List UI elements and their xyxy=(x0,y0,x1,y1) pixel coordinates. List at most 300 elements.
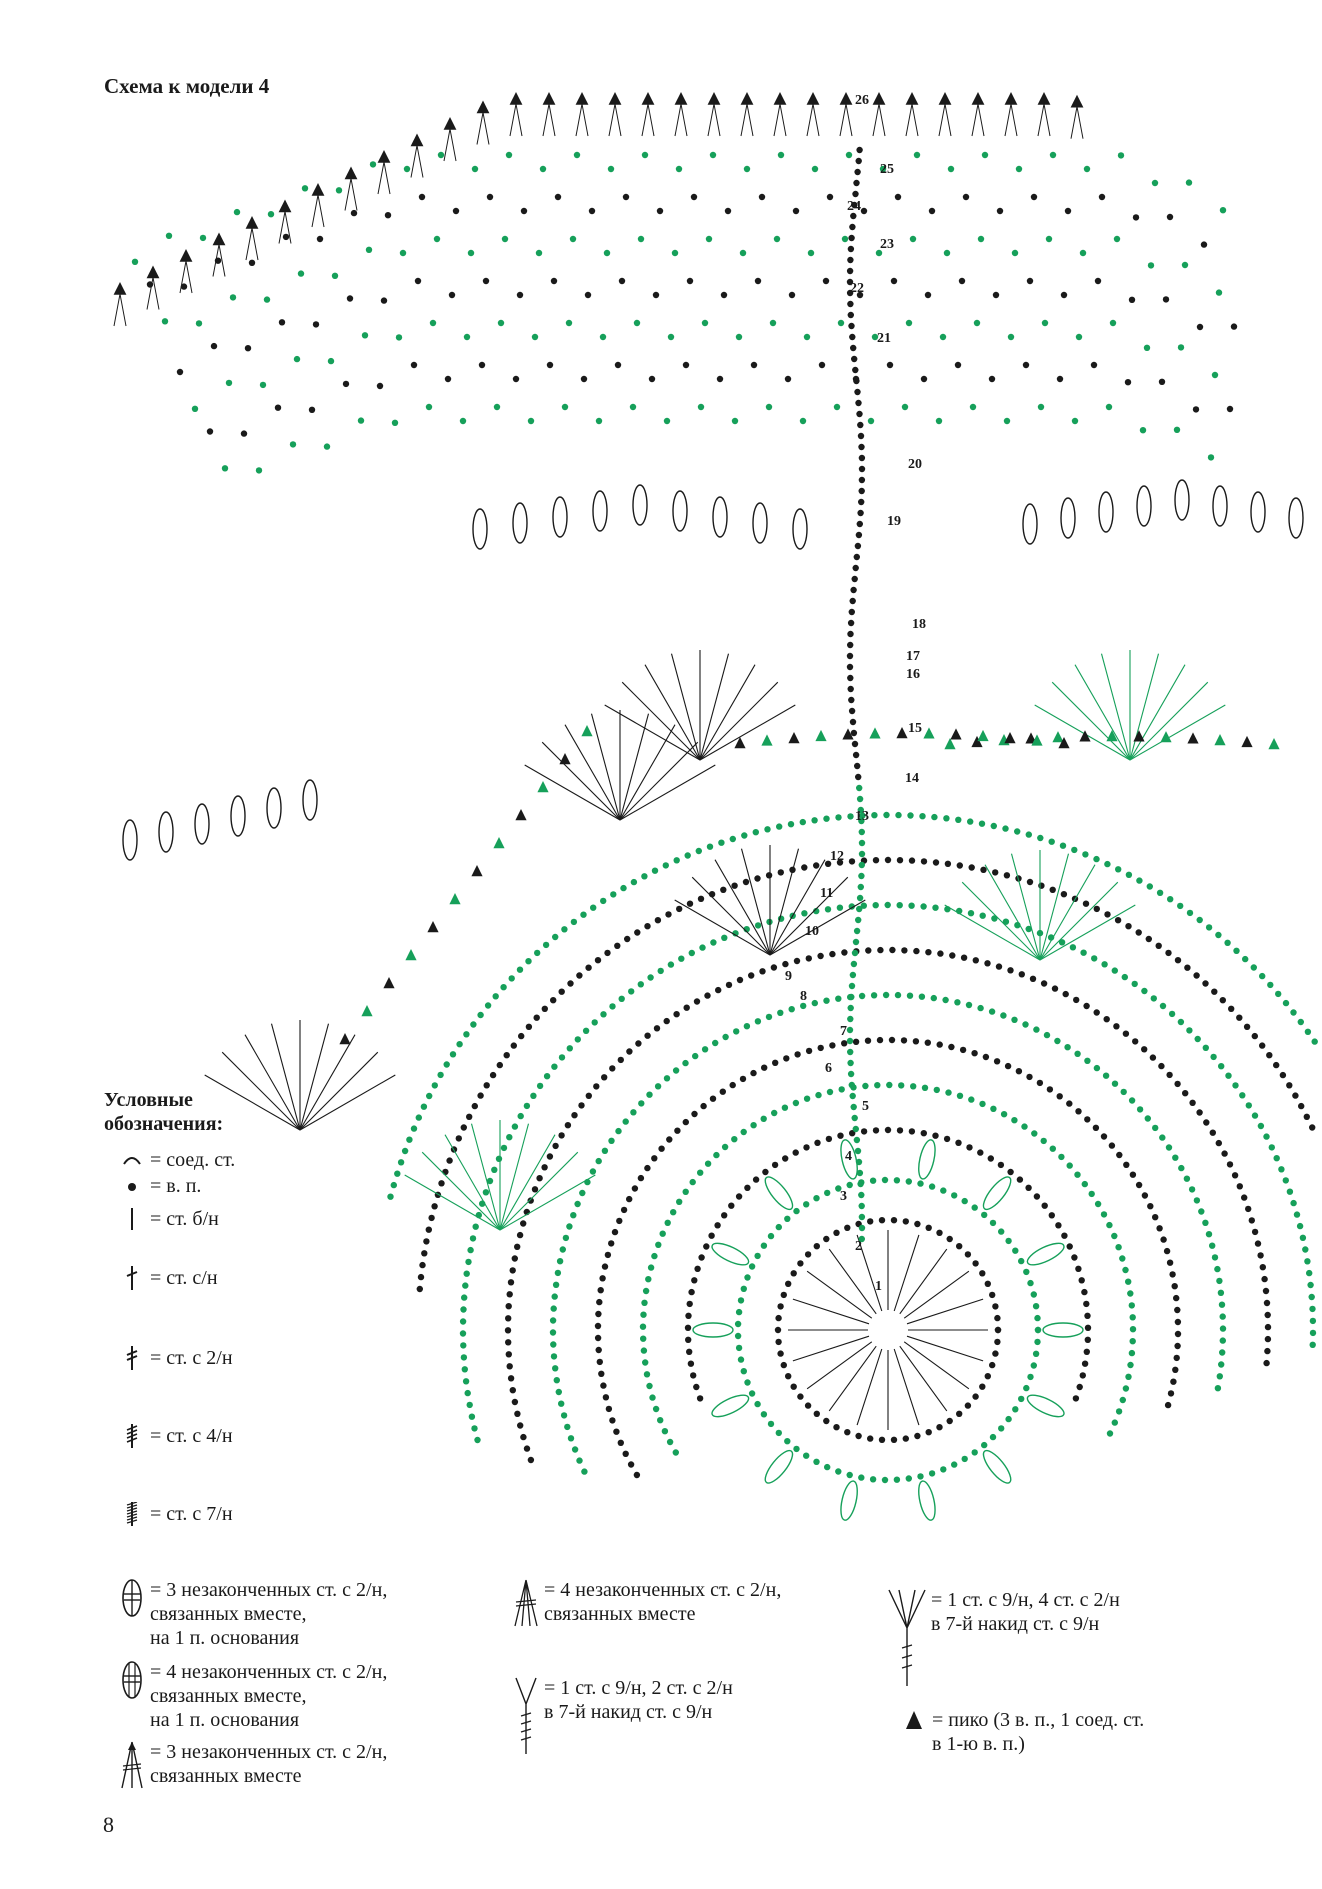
chain-dot xyxy=(854,554,860,560)
chain-dot xyxy=(994,1315,1000,1321)
chain-dot xyxy=(835,1468,841,1474)
chain-dot xyxy=(1300,1235,1306,1241)
row-number-18: 18 xyxy=(912,617,926,632)
chain-dot xyxy=(693,1384,699,1390)
chain-dot xyxy=(456,1135,462,1141)
chain-dot xyxy=(712,1040,718,1046)
chain-dot xyxy=(1136,929,1142,935)
chain-dot xyxy=(1035,1327,1041,1333)
chain-dot xyxy=(929,208,935,214)
chain-dot xyxy=(871,992,877,998)
chain-dot xyxy=(847,1049,853,1055)
stitch-line xyxy=(615,104,621,136)
chain-dot xyxy=(644,1033,650,1039)
chain-dot xyxy=(1273,1062,1279,1068)
row-number-25: 25 xyxy=(880,162,894,177)
chain-dot xyxy=(1075,1108,1081,1114)
chain-dot xyxy=(567,980,573,986)
chain-dot xyxy=(1023,1269,1029,1275)
chain-dot xyxy=(1297,1223,1303,1229)
chain-dot xyxy=(564,1424,570,1430)
chain-dot xyxy=(652,868,658,874)
stitch-line xyxy=(620,725,675,820)
cluster-oval xyxy=(1061,498,1075,538)
chain-dot xyxy=(948,166,954,172)
chain-dot xyxy=(858,1474,864,1480)
chain-dot xyxy=(1156,943,1162,949)
chain-dot xyxy=(991,823,997,829)
septuple-treble-icon xyxy=(118,1502,146,1526)
chain-dot xyxy=(1174,427,1180,433)
chain-dot xyxy=(926,1429,932,1435)
chain-dot xyxy=(1109,1142,1115,1148)
chain-dot xyxy=(572,1446,578,1452)
chain-dot xyxy=(886,1082,892,1088)
legend-group-picot xyxy=(900,1708,1144,1756)
chain-dot xyxy=(226,380,232,386)
stitch-line xyxy=(444,129,450,161)
chain-dot xyxy=(717,376,723,382)
chain-dot xyxy=(581,376,587,382)
chain-dot xyxy=(981,1442,987,1448)
chain-dot xyxy=(882,1477,888,1483)
chain-dot xyxy=(1120,1397,1126,1403)
cluster-oval xyxy=(761,1173,797,1213)
chain-dot xyxy=(859,1203,865,1209)
stitch-line xyxy=(1071,107,1077,139)
chain-dot xyxy=(526,1024,532,1030)
cluster-oval xyxy=(979,1447,1015,1487)
chain-dot xyxy=(978,236,984,242)
chain-dot xyxy=(1147,1203,1153,1209)
chain-dot xyxy=(847,257,853,263)
chain-dot xyxy=(944,250,950,256)
chain-dot xyxy=(706,236,712,242)
chain-dot xyxy=(449,292,455,298)
stitch-line xyxy=(972,104,978,136)
chain-dot xyxy=(781,1292,787,1298)
chain-dot xyxy=(947,1236,953,1242)
chain-dot xyxy=(653,1406,659,1412)
chain-dot xyxy=(571,1112,577,1118)
chain-dot xyxy=(473,1224,479,1230)
stitch-line xyxy=(300,1035,355,1130)
chain-dot xyxy=(848,994,854,1000)
chain-dot xyxy=(778,152,784,158)
chain-dot xyxy=(362,332,368,338)
chain-dot xyxy=(574,152,580,158)
chain-dot xyxy=(421,1104,427,1110)
chain-stitch-icon xyxy=(118,1174,146,1198)
chain-dot xyxy=(850,598,856,604)
chain-dot xyxy=(555,1270,561,1276)
chain-dot xyxy=(862,1083,868,1089)
chain-dot xyxy=(1306,1270,1312,1276)
chain-dot xyxy=(754,1401,760,1407)
chain-dot xyxy=(510,1387,516,1393)
chain-dot xyxy=(785,376,791,382)
stitch-line xyxy=(582,104,588,136)
stitch-line xyxy=(114,294,120,326)
chain-dot xyxy=(776,1224,782,1230)
chain-dot xyxy=(1166,1072,1172,1078)
chain-dot xyxy=(590,905,596,911)
picot-mark xyxy=(383,977,394,988)
chain-dot xyxy=(1074,1172,1080,1178)
chain-dot xyxy=(761,1065,767,1071)
chain-dot xyxy=(517,1232,523,1238)
chain-dot xyxy=(1228,1006,1234,1012)
picot-mark xyxy=(1214,734,1225,745)
chain-dot xyxy=(470,1235,476,1241)
chain-dot xyxy=(1178,344,1184,350)
chain-dot xyxy=(1220,1325,1226,1331)
chain-dot xyxy=(290,441,296,447)
chain-dot xyxy=(1210,1054,1216,1060)
three-tr-cluster-oval-icon xyxy=(118,1578,146,1618)
chain-dot xyxy=(929,1470,935,1476)
chain-dot xyxy=(967,818,973,824)
chain-dot xyxy=(1189,1100,1195,1106)
chain-dot xyxy=(605,1252,611,1258)
chain-dot xyxy=(837,1133,843,1139)
cluster-oval xyxy=(709,1391,751,1421)
chain-dot xyxy=(969,864,975,870)
chain-dot xyxy=(708,1233,714,1239)
picot-mark xyxy=(477,101,490,114)
chain-dot xyxy=(951,1461,957,1467)
chain-dot xyxy=(937,1041,943,1047)
picot-mark xyxy=(180,249,193,262)
chain-dot xyxy=(623,1451,629,1457)
cluster-oval xyxy=(709,1239,751,1269)
chain-dot xyxy=(726,982,732,988)
chain-dot xyxy=(1167,896,1173,902)
chain-dot xyxy=(859,455,865,461)
chain-dot xyxy=(940,1466,946,1472)
chain-dot xyxy=(861,208,867,214)
chain-dot xyxy=(850,587,856,593)
chain-dot xyxy=(812,166,818,172)
chain-dot xyxy=(894,1477,900,1483)
chain-dot xyxy=(776,823,782,829)
chain-dot xyxy=(655,1083,661,1089)
chain-dot xyxy=(847,1038,853,1044)
chain-dot xyxy=(992,1350,998,1356)
stitch-line xyxy=(186,261,192,293)
chain-dot xyxy=(604,250,610,256)
legend-label: = 1 ст. с 9/н, 2 ст. с 2/н в 7-й накид ст. с 9/н xyxy=(544,1677,733,1723)
chain-dot xyxy=(882,1177,888,1183)
chain-dot xyxy=(618,1440,624,1446)
picot-mark xyxy=(869,727,880,738)
stitch-line xyxy=(576,104,582,136)
chain-dot xyxy=(665,911,671,917)
chain-dot xyxy=(855,774,861,780)
chain-dot xyxy=(998,1228,1004,1234)
chain-dot xyxy=(576,1457,582,1463)
chain-dot xyxy=(623,194,629,200)
chain-dot xyxy=(710,152,716,158)
chain-dot xyxy=(537,1083,543,1089)
chain-dot xyxy=(683,362,689,368)
chain-dot xyxy=(1018,1396,1024,1402)
chain-dot xyxy=(615,1128,621,1134)
chain-dot xyxy=(1047,1086,1053,1092)
stitch-line xyxy=(985,865,1040,960)
chain-dot xyxy=(644,923,650,929)
chain-dot xyxy=(528,1197,534,1203)
chain-dot xyxy=(1067,1162,1073,1168)
chain-dot xyxy=(470,1021,476,1027)
chain-dot xyxy=(811,817,817,823)
cluster-oval xyxy=(159,812,173,852)
legend-label: = 3 незаконченных ст. с 2/н, связанных вместе, на 1 п. основания xyxy=(150,1579,388,1649)
chain-dot xyxy=(644,1371,650,1377)
chain-dot xyxy=(813,862,819,868)
stitch-line xyxy=(405,1175,500,1230)
chain-dot xyxy=(922,1085,928,1091)
chain-dot xyxy=(396,334,402,340)
chain-dot xyxy=(641,1300,647,1306)
chain-dot xyxy=(690,1372,696,1378)
chain-dot xyxy=(638,236,644,242)
chain-dot xyxy=(873,1127,879,1133)
chain-dot xyxy=(1107,1430,1113,1436)
chain-dot xyxy=(498,320,504,326)
chain-dot xyxy=(738,1356,744,1362)
stitch-line xyxy=(945,104,951,136)
chain-dot xyxy=(1147,883,1153,889)
chain-dot xyxy=(1112,1081,1118,1087)
chain-dot xyxy=(666,1136,672,1142)
chain-dot xyxy=(283,234,289,240)
chain-dot xyxy=(755,922,761,928)
chain-dot xyxy=(647,974,653,980)
chain-dot xyxy=(583,1028,589,1034)
chain-dot xyxy=(608,1240,614,1246)
chain-dot xyxy=(655,917,661,923)
chain-dot xyxy=(613,1429,619,1435)
picot-mark xyxy=(581,725,592,736)
chain-dot xyxy=(1050,887,1056,893)
chain-dot xyxy=(196,320,202,326)
cluster-oval xyxy=(793,509,807,549)
chain-dot xyxy=(463,1378,469,1384)
stitch-line xyxy=(774,104,780,136)
chain-dot xyxy=(1283,1000,1289,1006)
chain-dot xyxy=(1038,404,1044,410)
chain-dot xyxy=(823,816,829,822)
chain-dot xyxy=(1083,901,1089,907)
stitch-line xyxy=(742,849,771,955)
chain-dot xyxy=(721,1212,727,1218)
chain-dot xyxy=(460,1306,466,1312)
chain-dot xyxy=(1195,1036,1201,1042)
chain-dot xyxy=(1196,1109,1202,1115)
chain-dot xyxy=(697,1395,703,1401)
chain-dot xyxy=(446,1157,452,1163)
chain-dot xyxy=(891,1217,897,1223)
chain-dot xyxy=(444,1061,450,1067)
stitch-line xyxy=(770,849,799,955)
chain-dot xyxy=(460,1318,466,1324)
chain-dot xyxy=(543,942,549,948)
chain-dot xyxy=(467,1402,473,1408)
chain-dot xyxy=(1219,1302,1225,1308)
chain-dot xyxy=(1071,847,1077,853)
chain-dot xyxy=(694,1266,700,1272)
stitch-line xyxy=(525,765,620,820)
chain-dot xyxy=(1034,1193,1040,1199)
chain-dot xyxy=(1186,1027,1192,1033)
chain-dot xyxy=(856,147,862,153)
chain-dot xyxy=(853,378,859,384)
picot-mark xyxy=(537,781,548,792)
chain-dot xyxy=(966,1002,972,1008)
chain-dot xyxy=(1252,1112,1258,1118)
chain-dot xyxy=(1169,1011,1175,1017)
chain-dot xyxy=(859,862,865,868)
chain-dot xyxy=(1034,1315,1040,1321)
chain-dot xyxy=(430,320,436,326)
stitch-line xyxy=(222,1052,300,1130)
chain-dot xyxy=(222,465,228,471)
chain-dot xyxy=(1148,262,1154,268)
chain-dot xyxy=(762,1169,768,1175)
picot-icon xyxy=(900,1708,928,1732)
chain-dot xyxy=(673,1011,679,1017)
chain-dot xyxy=(1298,1103,1304,1109)
stitch-line xyxy=(1040,865,1095,960)
chain-dot xyxy=(646,1092,652,1098)
chain-dot xyxy=(463,1031,469,1037)
chain-dot xyxy=(1011,1117,1017,1123)
chain-dot xyxy=(914,1433,920,1439)
chain-dot xyxy=(1140,427,1146,433)
chain-dot xyxy=(858,433,864,439)
chain-dot xyxy=(707,844,713,850)
picot-mark xyxy=(515,809,526,820)
chain-dot xyxy=(942,997,948,1003)
row-number-13: 13 xyxy=(855,809,869,824)
chain-dot xyxy=(856,411,862,417)
chain-dot xyxy=(415,278,421,284)
picot-mark xyxy=(576,92,589,105)
chain-dot xyxy=(992,869,998,875)
chain-dot xyxy=(823,998,829,1004)
chain-dot xyxy=(979,1101,985,1107)
chain-dot xyxy=(1258,1123,1264,1129)
chain-dot xyxy=(1174,1343,1180,1349)
chain-dot xyxy=(568,1435,574,1441)
chain-dot xyxy=(1160,1003,1166,1009)
chain-dot xyxy=(1158,1063,1164,1069)
chain-dot xyxy=(1027,879,1033,885)
cluster-oval xyxy=(753,503,767,543)
cluster-oval xyxy=(693,1323,733,1337)
chain-dot xyxy=(506,1303,512,1309)
chain-dot xyxy=(789,292,795,298)
chain-dot xyxy=(1113,1023,1119,1029)
chain-dot xyxy=(1061,292,1067,298)
chain-dot xyxy=(1115,917,1121,923)
chain-dot xyxy=(1021,1123,1027,1129)
chain-dot xyxy=(957,1093,963,1099)
chain-dot xyxy=(691,194,697,200)
chain-dot xyxy=(849,983,855,989)
chain-dot xyxy=(720,1089,726,1095)
chain-dot xyxy=(1094,1065,1100,1071)
chain-dot xyxy=(1005,1416,1011,1422)
chain-dot xyxy=(1083,1301,1089,1307)
chain-dot xyxy=(615,362,621,368)
chain-dot xyxy=(514,1411,520,1417)
cluster-oval xyxy=(123,820,137,860)
chain-dot xyxy=(1094,1009,1100,1015)
chain-dot xyxy=(1099,194,1105,200)
chain-dot xyxy=(1004,872,1010,878)
chain-dot xyxy=(936,418,942,424)
chain-dot xyxy=(1104,861,1110,867)
chain-dot xyxy=(678,956,684,962)
three-tr-decrease-icon xyxy=(118,1740,146,1790)
chain-dot xyxy=(826,1136,832,1142)
chain-dot xyxy=(618,1057,624,1063)
chain-dot xyxy=(532,1186,538,1192)
chain-dot xyxy=(997,208,1003,214)
chain-dot xyxy=(804,1096,810,1102)
chain-dot xyxy=(426,404,432,410)
chain-dot xyxy=(1136,1182,1142,1188)
chain-dot xyxy=(466,1114,472,1120)
stitch-line xyxy=(939,104,945,136)
stitch-line xyxy=(620,742,698,820)
chain-dot xyxy=(313,321,319,327)
stitch-line xyxy=(945,905,1040,960)
picot-mark xyxy=(815,730,826,741)
chain-dot xyxy=(1093,856,1099,862)
chain-dot xyxy=(596,418,602,424)
chain-dot xyxy=(241,430,247,436)
chain-dot xyxy=(438,1180,444,1186)
chain-dot xyxy=(741,1286,747,1292)
chain-dot xyxy=(852,741,858,747)
chain-dot xyxy=(1137,1106,1143,1112)
chain-dot xyxy=(1125,1374,1131,1380)
chain-dot xyxy=(1104,911,1110,917)
stitch-line xyxy=(1012,854,1041,960)
chain-dot xyxy=(472,1103,478,1109)
chain-dot xyxy=(487,194,493,200)
chain-dot xyxy=(853,180,859,186)
chain-dot xyxy=(1129,1097,1135,1103)
chain-dot xyxy=(895,992,901,998)
chain-dot xyxy=(460,1342,466,1348)
chain-dot xyxy=(847,268,853,274)
chain-dot xyxy=(910,236,916,242)
chain-dot xyxy=(783,1055,789,1061)
chain-dot xyxy=(794,1051,800,1057)
chain-dot xyxy=(847,653,853,659)
chain-dot xyxy=(552,1365,558,1371)
chain-dot xyxy=(544,1073,550,1079)
row-number-24: 24 xyxy=(847,199,861,214)
chain-dot xyxy=(771,1110,777,1116)
chain-dot xyxy=(815,1092,821,1098)
legend-item-treble xyxy=(118,1346,233,1370)
chain-dot xyxy=(813,1459,819,1465)
